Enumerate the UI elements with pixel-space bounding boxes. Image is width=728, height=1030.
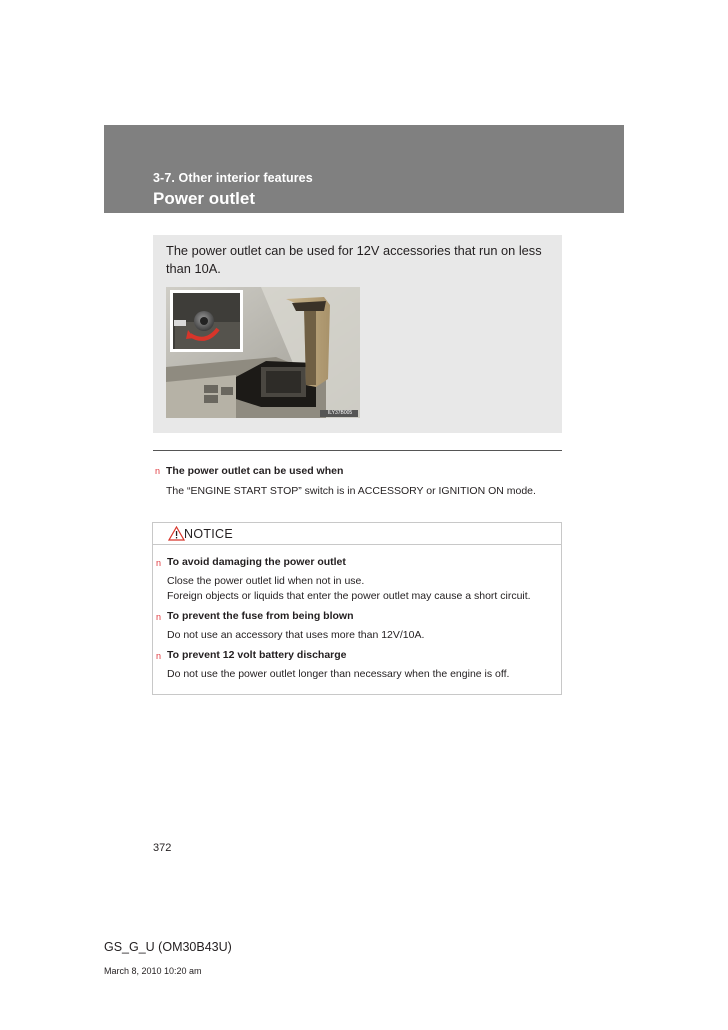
notice-item-text: Close the power outlet lid when not in use. (167, 575, 365, 587)
image-code: ILY37B005 (327, 410, 353, 416)
section-divider (153, 450, 562, 451)
notice-item-heading: To avoid damaging the power outlet (167, 556, 346, 568)
bullet-icon: n (156, 651, 162, 661)
usage-text: The “ENGINE START STOP” switch is in ACCESSORY or IGNITION ON mode. (166, 485, 536, 497)
notice-box (152, 522, 562, 695)
notice-item-text: Do not use the power outlet longer than necessary when the engine is off. (167, 668, 510, 680)
page-number: 372 (153, 842, 172, 854)
notice-item-text: Do not use an accessory that uses more than 12V/10A. (167, 629, 425, 641)
intro-text: The power outlet can be used for 12V accessories that run on less than 10A. (166, 243, 542, 276)
document-code: GS_G_U (OM30B43U) (104, 940, 232, 954)
section-label: 3-7. Other interior features (153, 171, 313, 185)
usage-heading: The power outlet can be used when (166, 465, 344, 477)
notice-divider (153, 544, 561, 545)
document-date: March 8, 2010 10:20 am (104, 966, 202, 976)
power-outlet-photo (166, 287, 360, 418)
notice-item-text: Foreign objects or liquids that enter the power outlet may cause a short circuit. (167, 590, 531, 602)
warning-triangle-icon (168, 526, 185, 541)
notice-title: NOTICE (184, 527, 234, 541)
intro-box (153, 235, 562, 433)
bullet-icon: n (156, 558, 162, 568)
notice-item-heading: To prevent 12 volt battery discharge (167, 649, 347, 661)
bullet-icon: n (155, 466, 161, 476)
page-title: Power outlet (153, 189, 256, 208)
bullet-icon: n (156, 612, 162, 622)
notice-item-heading: To prevent the fuse from being blown (167, 610, 354, 622)
